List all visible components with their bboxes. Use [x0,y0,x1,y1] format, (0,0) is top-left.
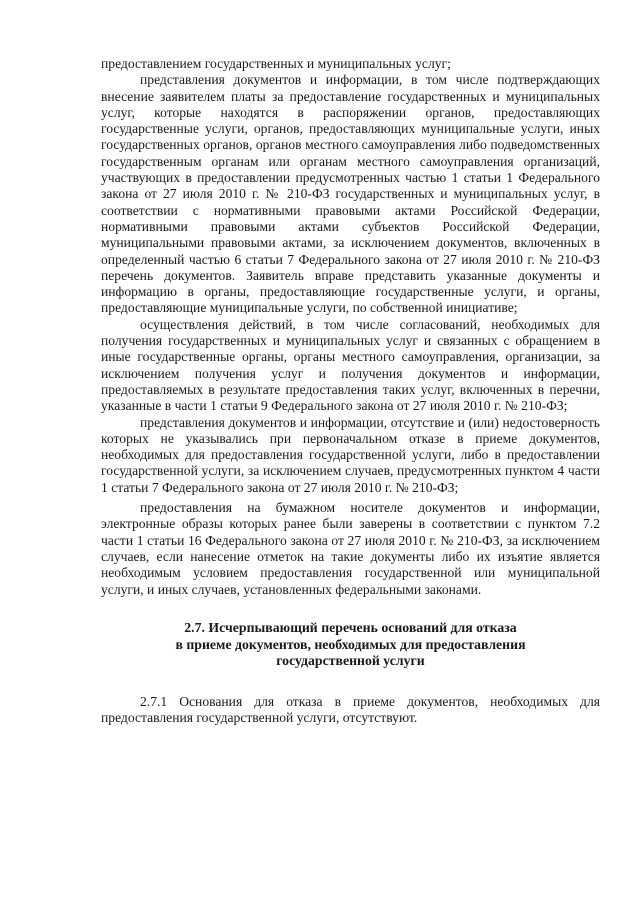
paragraph-continuation: предоставлением государственных и муниципальных услуг; [101,56,451,71]
section-heading-line-3: государственной услуги [276,653,425,669]
paragraph-documents: представления документов и информации, в том числе подтверждающих внесение заявителем платы за предоставление государственных и муниципальных услуг, которые находятся в распоряжении органов, предоставляющих государственные услуги, органов, предоставляющих муниципальные услуги, иных государственных органов, органов местного самоуправления либо подведомственных государственным органам или органам местного самоуправления организаций, участвующих в предоставлении предусмотренных частью 1 статьи 1 Федерального закона от 27 июля 2010 г. № 210-ФЗ государственных и муниципальных услуг, в соответствии с нормативными правовыми актами Российской Федерации, нормативными правовыми актами субъектов Российской Федерации, муниципальными правовыми актами, за исключением документов, включенных в определенный частью 6 статьи 7 Федерального закона от 27 июля 2010 г. № 210-ФЗ перечень документов. Заявитель вправе представить указанные документы и информацию в органы, предоставляющие государственные услуги, и органы, предоставляющие муниципальные услуги, по собственной инициативе; [101,72,600,316]
paragraph-2-7-1: 2.7.1 Основания для отказа в приеме документов, необходимых для предоставления государственной услуги, отсутствуют. [101,694,600,726]
section-heading [101,620,600,670]
paragraph-actions: осуществления действий, в том числе согласований, необходимых для получения государственных и муниципальных услуг и связанных с обращением в иные государственные органы, органы местного самоуправления, организации, за исключением получения услуг и получения документов и информации, предоставляемых в результате предоставления таких услуг, включенных в перечни, указанные в части 1 статьи 9 Федерального закона от 27 июля 2010 г. № 210-ФЗ; [101,316,600,414]
paragraph-missing-info: представления документов и информации, отсутствие и (или) недостоверность которых не указывались при первоначальном отказе в приеме документов, необходимых для предоставления государственной услуги, либо в предоставлении государственной услуги, за исключением случаев, предусмотренных пунктом 4 части 1 статьи 7 Федерального закона от 27 июля 2010 г. № 210-ФЗ; [101,414,600,495]
section-heading-line-1: 2.7. Исчерпывающий перечень оснований для отказа [184,619,517,635]
section-heading-line-2: в приеме документов, необходимых для предоставления [175,636,526,652]
paragraph-paper-documents: предоставления на бумажном носителе документов и информации, электронные образы которых ранее были заверены в соответствии с пунктом 7.2 части 1 статьи 16 Федерального закона от 27 июля 2010 г. № 210-ФЗ, за исключением случаев, если нанесение отметок на такие документы либо их изъятие является необходимым условием предоставления государственной или муниципальной услуги, и иных случаев, установленных федеральными законами. [101,500,600,597]
